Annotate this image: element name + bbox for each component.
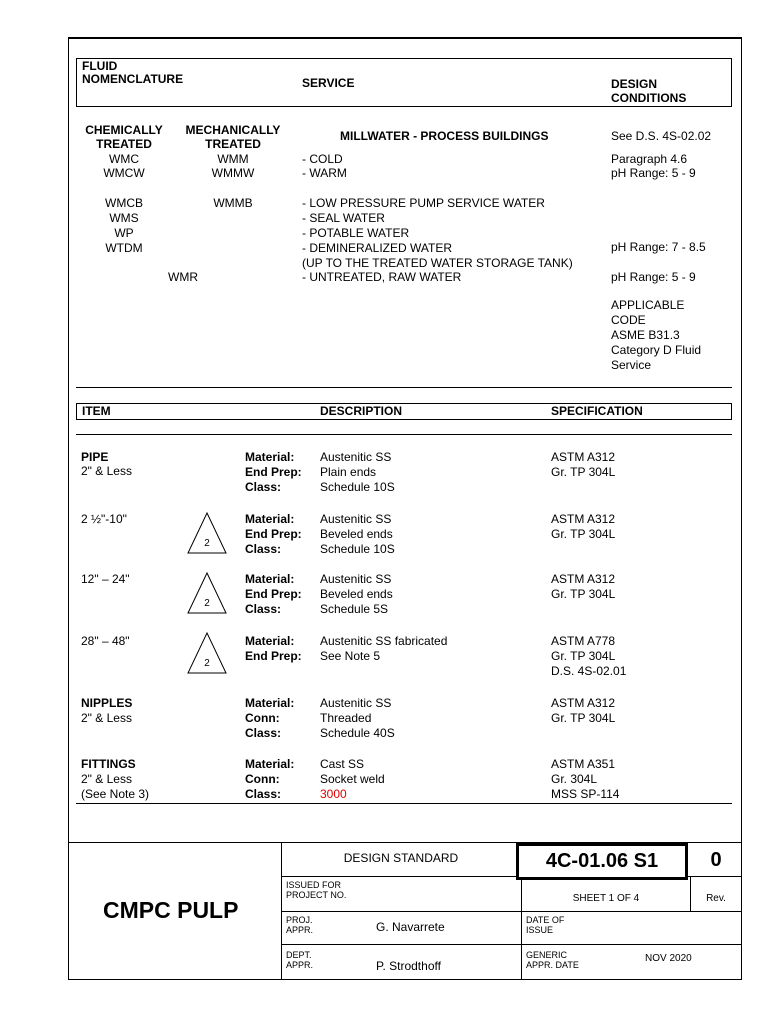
sheet-number: SHEET 1 OF 4 — [572, 893, 640, 904]
mech-code-b: WMMB — [213, 196, 253, 210]
chem-codes-b: WMCB WMS WP WTDM — [105, 196, 143, 255]
title-block-vdivider-2 — [521, 876, 522, 980]
nipples-desc: Austenitic SS Threaded Schedule 40S — [320, 696, 395, 740]
revision-number: 0 — [710, 849, 722, 871]
revision-triangle-icon — [187, 572, 227, 614]
wmr-service: - UNTREATED, RAW WATER — [302, 270, 462, 284]
fittings-labels: Material: Conn: Class: — [245, 757, 295, 801]
chem-codes-a: WMC WMCW — [103, 152, 145, 180]
title-block-hline-2 — [281, 911, 742, 912]
pipe-spec-3: ASTM A312 Gr. TP 304L — [551, 572, 616, 601]
description-heading: DESCRIPTION — [320, 404, 403, 418]
dept-appr-name: P. Strodthoff — [376, 959, 441, 973]
doc-number: 4C-01.06 S1 — [545, 850, 659, 872]
wmr-code: WMR — [168, 270, 198, 284]
revision-triangle-icon — [187, 512, 227, 554]
company-name: CMPC PULP — [103, 897, 239, 923]
pipe-spec-2: ASTM A312 Gr. TP 304L — [551, 512, 616, 541]
doc-number-box — [516, 843, 688, 880]
pipe-title: PIPE 2" & Less — [81, 450, 132, 478]
condition-paragraph: Paragraph 4.6 pH Range: 5 - 9 — [611, 152, 696, 180]
bottom-frame — [68, 979, 742, 980]
fluid-nomenclature-heading: FLUID NOMENCLATURE — [82, 59, 184, 86]
mech-codes-a: WMM WMMW — [211, 152, 255, 180]
fittings-desc: Cast SS Socket weld 3000 — [320, 757, 385, 801]
svg-text:2: 2 — [204, 658, 210, 669]
condition-ph-raw: pH Range: 5 - 9 — [611, 270, 696, 284]
pipe-labels-4: Material: End Prep: — [245, 634, 302, 663]
pipe-spec-4: ASTM A778 Gr. TP 304L D.S. 4S-02.01 — [551, 634, 627, 678]
pipe-labels-3: Material: End Prep: Class: — [245, 572, 302, 616]
pipe-spec-1: ASTM A312 Gr. TP 304L — [551, 450, 616, 479]
issued-for-label: ISSUED FOR PROJECT NO. — [286, 880, 347, 900]
proj-appr-name: G. Navarrete — [376, 920, 445, 934]
services-a: - COLD - WARM — [302, 152, 347, 180]
service-heading: SERVICE — [302, 76, 355, 90]
chemically-treated-heading: CHEMICALLY TREATED — [85, 123, 163, 151]
generic-appr-label: GENERIC APPR. DATE — [526, 950, 579, 970]
mechanically-treated-heading: MECHANICALLY TREATED — [185, 123, 281, 151]
dept-appr-label: DEPT. APPR. — [286, 950, 314, 970]
condition-ph-demin: pH Range: 7 - 8.5 — [611, 240, 706, 254]
nipples-title: NIPPLES 2" & Less — [81, 696, 133, 725]
pipe-size-4: 28" – 48" — [81, 634, 130, 648]
fittings-title: FITTINGS 2" & Less (See Note 3) — [81, 757, 150, 801]
specification-heading: SPECIFICATION — [551, 404, 643, 418]
section-divider — [76, 387, 732, 388]
services-b: - LOW PRESSURE PUMP SERVICE WATER - SEAL WATER - POTABLE WATER - DEMINERALIZED WATER (UP TO THE TREATED WATER STORAGE TANK) — [302, 196, 573, 270]
design-standard-label: DESIGN STANDARD — [343, 851, 459, 865]
date-of-issue-label: DATE OF ISSUE — [526, 915, 565, 935]
top-border — [68, 37, 742, 39]
svg-text:2: 2 — [204, 538, 210, 549]
item-divider — [76, 434, 732, 435]
proj-appr-label: PROJ. APPR. — [286, 915, 314, 935]
rev-label: Rev. — [706, 893, 726, 904]
right-frame — [741, 37, 742, 980]
fittings-spec: ASTM A351 Gr. 304L MSS SP-114 — [551, 757, 620, 801]
pipe-labels-2: Material: End Prep: Class: — [245, 512, 302, 556]
pipe-desc-2: Austenitic SS Beveled ends Schedule 10S — [320, 512, 395, 556]
pipe-desc-4: Austenitic SS fabricated See Note 5 — [320, 634, 448, 663]
design-conditions-heading: DESIGN CONDITIONS — [611, 77, 687, 105]
pipe-labels-1: Material: End Prep: Class: — [245, 450, 302, 494]
pipe-desc-3: Austenitic SS Beveled ends Schedule 5S — [320, 572, 393, 616]
nipples-labels: Material: Conn: Class: — [245, 696, 295, 740]
pipe-size-3: 12" – 24" — [81, 572, 130, 586]
millwater-title: MILLWATER - PROCESS BUILDINGS — [340, 129, 549, 143]
title-block-hline-3 — [281, 944, 742, 945]
left-frame — [68, 37, 69, 980]
nipples-spec: ASTM A312 Gr. TP 304L — [551, 696, 616, 725]
pipe-size-2: 2 ½"-10" — [81, 512, 127, 526]
svg-text:2: 2 — [204, 598, 210, 609]
revision-triangle-icon — [187, 632, 227, 674]
approval-date: NOV 2020 — [645, 953, 692, 964]
items-end-line — [76, 803, 732, 804]
item-heading: ITEM — [82, 404, 111, 418]
pipe-desc-1: Austenitic SS Plain ends Schedule 10S — [320, 450, 395, 494]
applicable-code: APPLICABLE CODE ASME B31.3 Category D Fluid Service — [611, 298, 702, 372]
fittings-class-value: 3000 — [320, 787, 347, 801]
condition-ds-ref: See D.S. 4S-02.02 — [611, 129, 712, 143]
